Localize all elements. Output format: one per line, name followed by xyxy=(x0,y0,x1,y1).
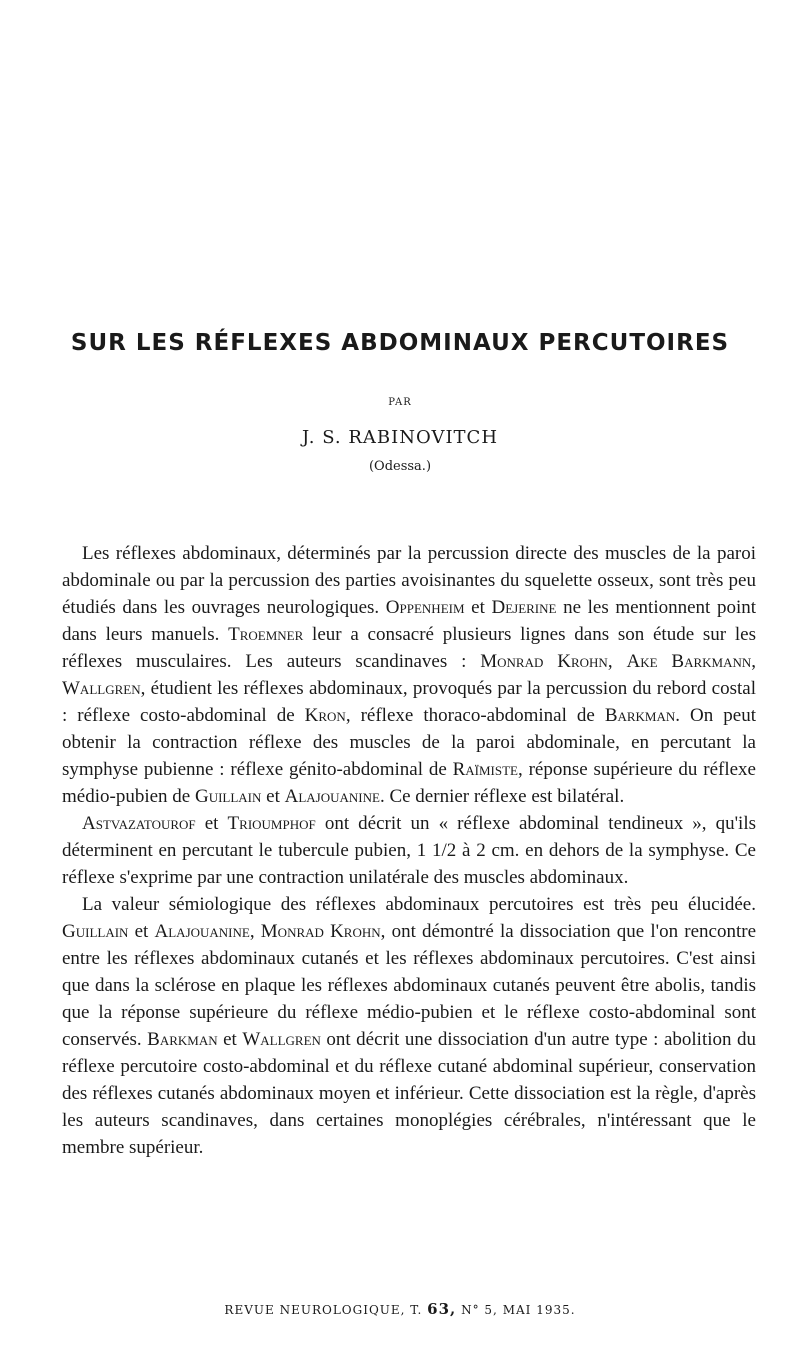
publication-date: MAI 1935. xyxy=(502,1303,576,1317)
text-run: La valeur sémiologique des réflexes abdominaux percutoires est très peu élucidée. xyxy=(82,894,756,915)
text-run: . Ce dernier réflexe est bilatéral. xyxy=(379,786,625,807)
text-run: ont décrit une dissociation d'un autre type : abolition du réflexe percutoire costo-abdominal et du réflexe cutané abdominal supérieur, conservation des réflexes cutanés abdominaux moyen et inférieur. Cette dissociation est la règle, d'après les auteurs scandinaves, dans certaines monoplégies cérébrales, n'intéressant que le membre supérieur. xyxy=(62,1029,756,1158)
issue-number: N° 5, xyxy=(461,1303,498,1317)
text-run: , réflexe thoraco-abdominal de xyxy=(345,705,605,726)
author-reference: Alajouanine xyxy=(284,786,380,807)
author-reference: Raïmiste xyxy=(452,759,518,780)
text-run: leur a consacré plusieurs lignes dans son étude sur les réflexes musculaires. Les auteurs scandinaves : xyxy=(62,624,756,672)
author-affiliation: (Odessa.) xyxy=(368,459,432,474)
text-run: , étudient les réflexes abdominaux, provoqués par la percussion du rebord costal : réflexe costo-abdominal de xyxy=(62,678,756,726)
article-title: SUR LES RÉFLEXES ABDOMINAUX PERCUTOIRES xyxy=(70,330,730,356)
paragraph-1 xyxy=(62,540,756,810)
author-reference: Monrad Krohn xyxy=(480,651,608,672)
author-reference: Guillain xyxy=(194,786,262,807)
text-run: , xyxy=(249,921,261,942)
author-reference: Troemner xyxy=(228,624,304,645)
text-run: et xyxy=(128,921,155,942)
text-run: , xyxy=(751,651,756,672)
text-run: . On peut obtenir la contraction réflexe des muscles de la paroi abdominale, en percutant la symphyse pubienne : réflexe génito-abdominal de xyxy=(62,705,756,780)
author-reference: Guillain xyxy=(62,921,129,942)
text-run: , ont démontré la dissociation que l'on rencontre entre les réflexes abdominaux cutanés et les réflexes abdominaux percutoires. C'est ainsi que dans la sclérose en plaque les réflexes abdominaux cutanés peuvent être abolis, tandis que la réponse supérieure du réflexe médio-pubien et le réflexe costo-abdominal sont conservés. xyxy=(62,921,757,1050)
author-reference: Barkman xyxy=(147,1029,218,1050)
text-run: et xyxy=(261,786,285,807)
text-run: , xyxy=(607,651,627,672)
author-name: J. S. RABINOVITCH xyxy=(301,427,499,448)
byline-par: PAR xyxy=(388,397,412,408)
text-run: Les réflexes abdominaux, déterminés par la percussion directe des muscles de la paroi abdominale ou par la percussion des parties avoisinantes du squelette osseux, sont très peu étudiés dans les ouvrages neurologiques. xyxy=(62,543,756,618)
author-reference: Oppenheim xyxy=(385,597,465,618)
text-run: et xyxy=(217,1029,243,1050)
text-run: et xyxy=(464,597,492,618)
author-reference: Ake Barkmann xyxy=(626,651,752,672)
author-reference: Dejerine xyxy=(491,597,557,618)
journal-name: REVUE NEUROLOGIQUE, T. xyxy=(224,1303,423,1317)
paragraph-2 xyxy=(62,810,756,891)
author-reference: Monrad Krohn xyxy=(260,921,381,942)
article-body xyxy=(62,540,756,1161)
journal-footer xyxy=(0,1300,800,1318)
author-reference: Wallgren xyxy=(62,678,141,699)
volume-number: 63, xyxy=(427,1300,457,1318)
text-run: et xyxy=(195,813,228,834)
text-run: ne les mentionnent point dans leurs manuels. xyxy=(62,597,756,645)
author-reference: Barkman xyxy=(604,705,676,726)
author-reference: Astvazatourof xyxy=(82,813,196,834)
author-reference: Wallgren xyxy=(242,1029,321,1050)
text-run: ont décrit un « réflexe abdominal tendineux », qu'ils déterminent en percutant le tubercule pubien, 1 1/2 à 2 cm. en dehors de la symphyse. Ce réflexe s'exprime par une contraction unilatérale des muscles abdominaux. xyxy=(62,813,757,888)
author-reference: Alajouanine xyxy=(154,921,250,942)
author-reference: Trioumphof xyxy=(227,813,316,834)
text-run: , réponse supérieure du réflexe médio-pubien de xyxy=(62,759,756,807)
paragraph-3 xyxy=(62,891,756,1161)
author-reference: Kron xyxy=(304,705,346,726)
